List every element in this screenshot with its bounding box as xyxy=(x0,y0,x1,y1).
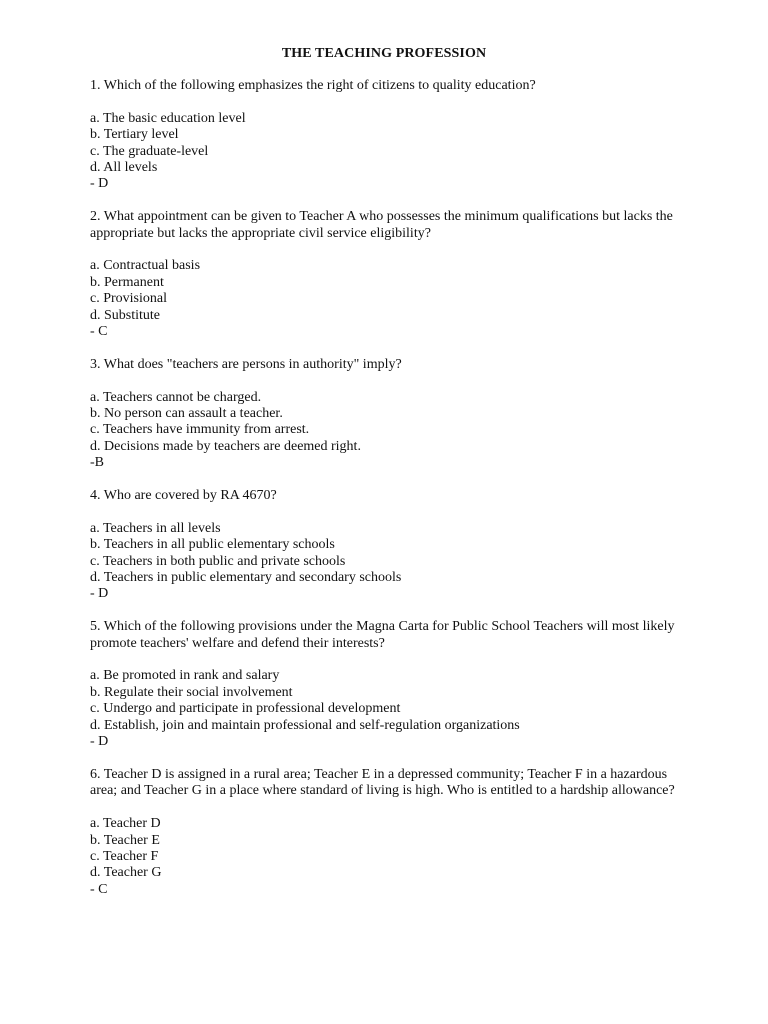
question-1-option-d: d. All levels xyxy=(90,160,158,176)
question-2-option-b: b. Permanent xyxy=(90,274,164,290)
question-5 xyxy=(90,619,680,750)
question-5-option-d: d. Establish, join and maintain professional and self-regulation organizations xyxy=(90,717,520,733)
question-5-option-a: a. Be promoted in rank and salary xyxy=(90,668,280,684)
question-list xyxy=(90,78,680,915)
question-6-text: 6. Teacher D is assigned in a rural area; Teacher E in a depressed community; Teacher F in a hazardous area; and Teacher G in a place where standard of living is high. Who is entitled to a hardship allowance? xyxy=(90,766,675,799)
question-2-option-a: a. Contractual basis xyxy=(90,258,201,274)
question-2-option-d: d. Substitute xyxy=(90,307,161,323)
question-4 xyxy=(90,488,680,603)
question-2 xyxy=(90,209,680,340)
question-4-answer: - D xyxy=(90,586,109,602)
question-5-text: 5. Which of the following provisions under the Magna Carta for Public School Teachers will most likely promote teachers' welfare and defend their interests? xyxy=(90,619,675,651)
question-2-option-c: c. Provisional xyxy=(90,291,167,307)
question-2-answer: - C xyxy=(90,324,108,340)
question-5-option-b: b. Regulate their social involvement xyxy=(90,684,293,700)
question-3-option-d: d. Decisions made by teachers are deemed right. xyxy=(90,438,361,454)
question-1-answer: - D xyxy=(90,176,109,192)
question-4-option-a: a. Teachers in all levels xyxy=(90,520,221,536)
question-3-text: 3. What does "teachers are persons in authority" imply? xyxy=(90,356,402,372)
question-6-option-b: b. Teacher E xyxy=(90,832,160,848)
question-1-option-b: b. Tertiary level xyxy=(90,127,179,143)
question-5-answer: - D xyxy=(90,734,109,750)
question-4-text: 4. Who are covered by RA 4670? xyxy=(90,488,277,504)
question-6-option-c: c. Teacher F xyxy=(90,848,159,864)
question-3-option-a: a. Teachers cannot be charged. xyxy=(90,389,262,405)
question-1-option-a: a. The basic education level xyxy=(90,110,246,126)
question-1-text: 1. Which of the following emphasizes the right of citizens to quality education? xyxy=(90,78,536,93)
question-2-text: 2. What appointment can be given to Teacher A who possesses the minimum qualifications but lacks the appropriate but lacks the appropriate civil service eligibility? xyxy=(90,209,673,241)
question-6-answer: - C xyxy=(90,881,108,897)
question-4-option-d: d. Teachers in public elementary and secondary schools xyxy=(90,570,402,586)
question-3-option-b: b. No person can assault a teacher. xyxy=(90,406,283,422)
question-6 xyxy=(90,767,680,898)
question-1-option-c: c. The graduate-level xyxy=(90,143,209,159)
question-6-option-a: a. Teacher D xyxy=(90,816,161,832)
question-6-option-d: d. Teacher G xyxy=(90,865,162,881)
document-title: THE TEACHING PROFESSION xyxy=(281,46,487,61)
question-3 xyxy=(90,357,680,472)
question-3-answer: -B xyxy=(90,455,104,471)
question-4-option-c: c. Teachers in both public and private schools xyxy=(90,553,346,569)
question-1 xyxy=(90,78,680,193)
question-3-option-c: c. Teachers have immunity from arrest. xyxy=(90,422,310,438)
question-5-option-c: c. Undergo and participate in professional development xyxy=(90,701,401,717)
question-4-option-b: b. Teachers in all public elementary schools xyxy=(90,537,335,553)
